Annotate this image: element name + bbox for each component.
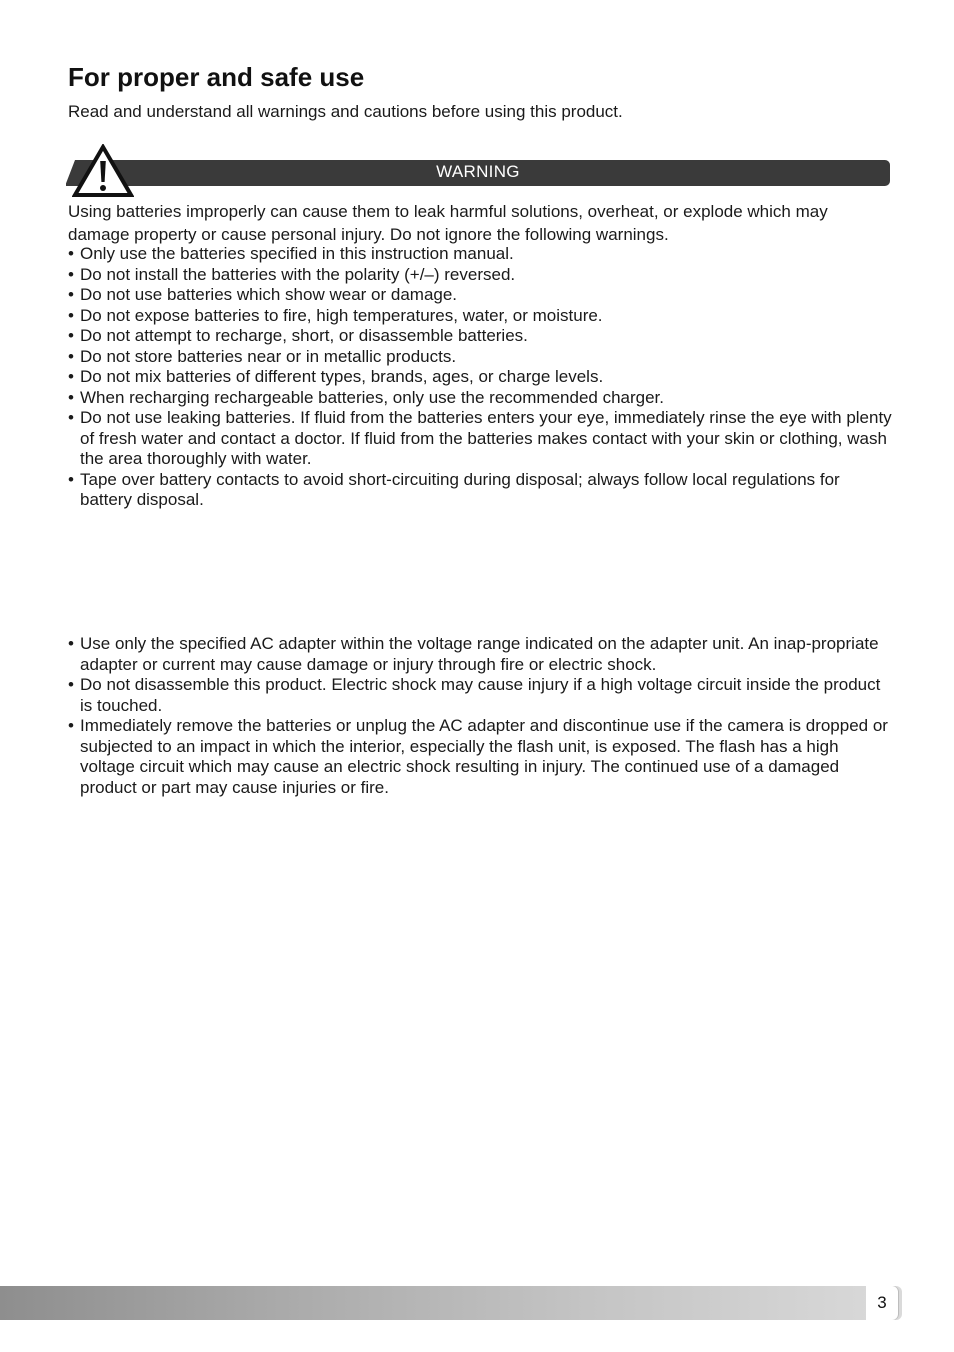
adapter-warning-list: [68, 634, 894, 798]
list-item-text: Do not use leaking batteries. If fluid from the batteries enters your eye, immediately rinse the eye with plenty of fresh water and contact a doctor. If fluid from the batteries makes contact with your skin or clothing, wash the area thoroughly with water.: [80, 408, 892, 468]
page-number: 3: [866, 1286, 898, 1320]
list-item: • When recharging rechargeable batteries, only use the recommended charger.: [68, 387, 665, 407]
battery-warning-intro: [68, 200, 894, 246]
list-item-text: Tape over battery contacts to avoid short-circuiting during disposal; always follow local regulations for battery disposal.: [80, 469, 840, 509]
warning-label: WARNING: [436, 162, 520, 181]
footer-bar: [0, 1286, 902, 1320]
list-item: • Do not disassemble this product. Electric shock may cause injury if a high voltage circuit inside the product is touched.: [68, 675, 881, 715]
list-item-text: When recharging rechargeable batteries, only use the recommended charger.: [80, 387, 665, 407]
list-item-text: Immediately remove the batteries or unplug the AC adapter and discontinue use if the camera is dropped or subjected to an impact in which the interior, especially the flash unit, is exposed. The flash has a high voltage circuit which may cause an electric shock resulting in injury. The continued use of a damaged product or part may cause injuries or fire.: [80, 716, 888, 797]
battery-warning-list: [68, 244, 894, 511]
list-item: • Use only the specified AC adapter within the voltage range indicated on the adapter unit. An inap-propriate adapter or current may cause damage or injury through fire or electric shock.: [68, 634, 879, 674]
list-item: • Do not expose batteries to fire, high temperatures, water, or moisture.: [68, 305, 603, 325]
list-item: • Do not store batteries near or in metallic products.: [68, 346, 457, 366]
list-item-text: Do not attempt to recharge, short, or disassemble batteries.: [80, 326, 528, 345]
list-item: • Do not attempt to recharge, short, or disassemble batteries.: [68, 326, 528, 345]
list-item-text: Do not expose batteries to fire, high temperatures, water, or moisture.: [80, 305, 603, 325]
list-item-text: Use only the specified AC adapter within the voltage range indicated on the adapter unit. An inap-propriate adapter or current may cause damage or injury through fire or electric shock.: [80, 634, 879, 674]
list-item: • Tape over battery contacts to avoid short-circuiting during disposal; always follow local regulations for battery disposal.: [68, 469, 840, 509]
list-item-text: Do not disassemble this product. Electric shock may cause injury if a high voltage circuit inside the product is touched.: [80, 675, 881, 715]
list-item: • Do not mix batteries of different types, brands, ages, or charge levels.: [68, 367, 604, 386]
list-item-text: Do not store batteries near or in metallic products.: [80, 346, 457, 366]
list-item-text: Do not use batteries which show wear or damage.: [80, 285, 458, 304]
list-item: • Do not install the batteries with the polarity (+/–) reversed.: [68, 264, 516, 284]
warning-triangle-icon: [72, 144, 134, 198]
list-item-text: Only use the batteries specified in this instruction manual.: [80, 244, 514, 263]
list-item: • Do not use leaking batteries. If fluid from the batteries enters your eye, immediately rinse the eye with plenty of fresh water and contact a doctor. If fluid from the batteries makes contact with your skin or clothing, wash the area thoroughly with water.: [68, 408, 892, 468]
battery-warning-intro-line2: damage property or cause personal injury. Do not ignore the following warnings.: [68, 225, 669, 244]
list-item-text: Do not install the batteries with the polarity (+/–) reversed.: [80, 264, 516, 284]
page-title: For proper and safe use: [68, 62, 365, 92]
warning-header-bar: [66, 160, 890, 186]
intro-text: Read and understand all warnings and cautions before using this product.: [68, 102, 623, 121]
list-item: • Do not use batteries which show wear or damage.: [68, 285, 458, 304]
list-item: • Only use the batteries specified in this instruction manual.: [68, 244, 514, 263]
list-item-text: Do not mix batteries of different types, brands, ages, or charge levels.: [80, 367, 604, 386]
list-item: • Immediately remove the batteries or unplug the AC adapter and discontinue use if the camera is dropped or subjected to an impact in which the interior, especially the flash unit, is exposed. The flash has a high voltage circuit which may cause an electric shock resulting in injury. The continued use of a damaged product or part may cause injuries or fire.: [68, 716, 888, 797]
battery-warning-intro-line1: Using batteries improperly can cause them to leak harmful solutions, overheat, or explode which may: [68, 202, 828, 221]
